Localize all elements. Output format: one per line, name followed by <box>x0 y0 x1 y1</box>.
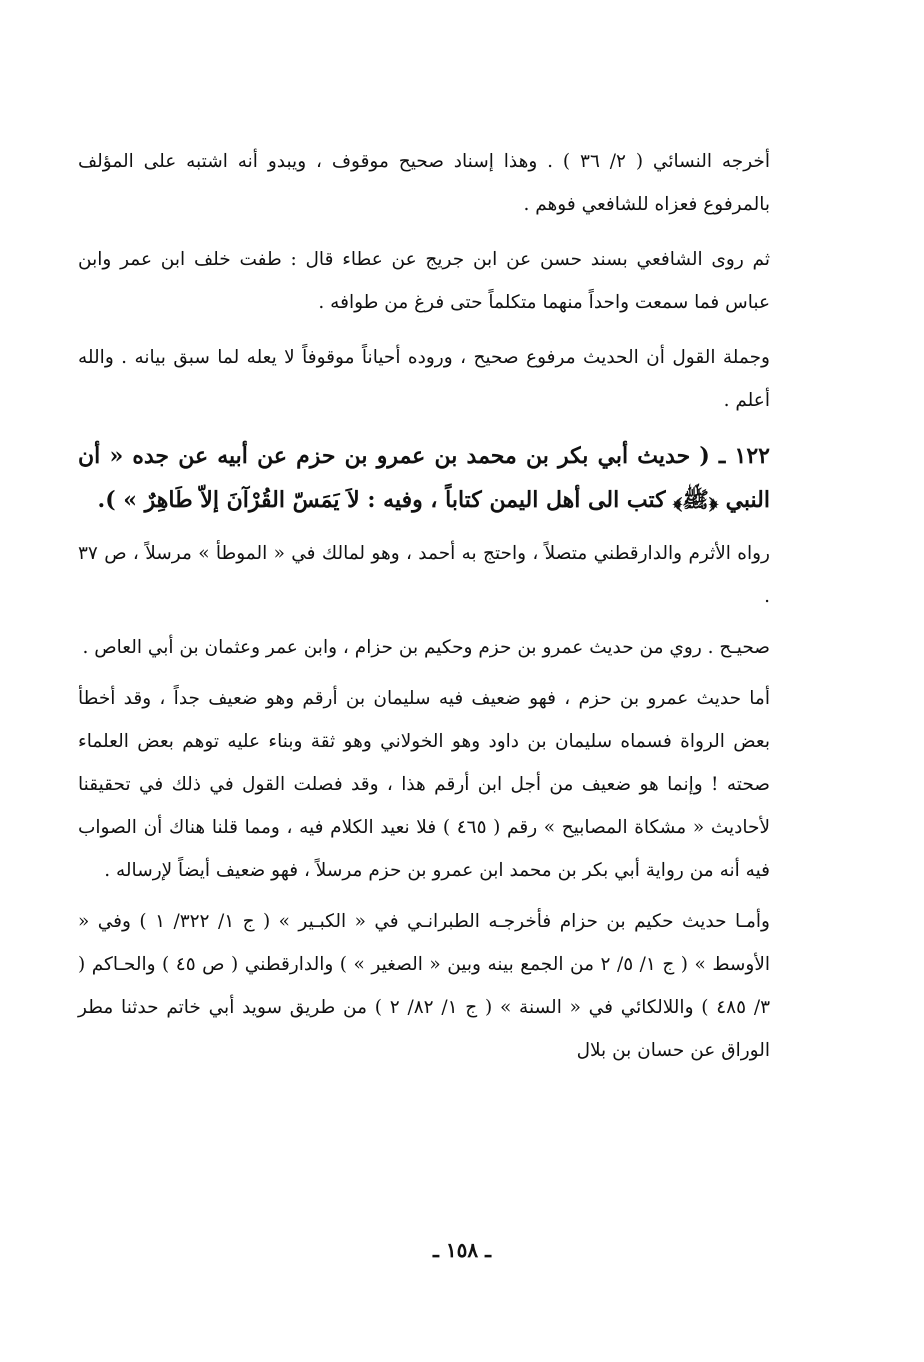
paragraph-authenticity: صحيـح . روي من حديث عمرو بن حزم وحكيم بن حزام ، وابن عمر وعثمان بن أبي العاص . <box>82 637 770 658</box>
page-number: ـ ١٥٨ ـ <box>433 1238 491 1262</box>
hadith-heading-122: ١٢٢ ـ ( حديث أبي بكر بن محمد بن عمرو بن حزم عن أبيه عن جده « أن النبي ﴿ﷺ﴾ كتب الى أهل اليمن كتاباً ، وفيه : لاَ يَمَسّ القُرْآنَ إلاّ طَاهِرٌ » ). <box>78 443 770 513</box>
page-body <box>78 140 770 1072</box>
paragraph-conclusion: وجملة القول أن الحديث مرفوع صحيح ، وروده أحياناً موقوفاً لا يعله لما سبق بيانه . والله أعلم . <box>78 347 770 411</box>
paragraph-shafii-narration: ثم روى الشافعي بسند حسن عن ابن جريج عن عطاء قال : طفت خلف ابن عمر وابن عباس فما سمعت واحداً منهما متكلماً حتى فرغ من طوافه . <box>78 249 770 313</box>
paragraph-nasai-reference: أخرجه النسائي ( ٢/ ٣٦ ) . وهذا إسناد صحيح موقوف ، ويبدو أنه اشتبه على المؤلف بالمرفوع فعزاه للشافعي فوهم . <box>78 151 770 215</box>
paragraph-narrators: رواه الأثرم والدارقطني متصلاً ، واحتج به أحمد ، وهو لمالك في « الموطأ » مرسلاً ، ص ٣٧ . <box>78 543 770 607</box>
paragraph-hakim-ibn-hizam: وأمـا حديث حكيم بن حزام فأخرجـه الطبرانـي في « الكبـير » ( ج ١/ ٣٢٢/ ١ ) وفي « الأوسط » ( ج ١/ ٥/ ٢ من الجمع بينه وبين « الصغير » ) والدارقطني ( ص ٤٥ ) والحـاكم ( ٣/ ٤٨٥ ) واللالكائي في « السنة » ( ج ١/ ٨٢/ ٢ ) من طريق سويد أبي خاتم حدثنا مطر الوراق عن حسان بن بلال <box>78 911 771 1061</box>
paragraph-amr-ibn-hazm: أما حديث عمرو بن حزم ، فهو ضعيف فيه سليمان بن أرقم وهو ضعيف جداً ، وقد أخطأ بعض الرواة فسماه سليمان بن داود وهو الخولاني وهو ثقة وبناء عليه توهم بعض العلماء صحته ! وإنما هو ضعيف من أجل ابن أرقم هذا ، وقد فصلت القول في ذلك في تحقيقنا لأحاديث « مشكاة المصابيح » رقم ( ٤٦٥ ) فلا نعيد الكلام فيه ، ومما قلنا هناك أن الصواب فيه أنه من رواية أبي بكر بن محمد ابن عمرو بن حزم مرسلاً ، فهو ضعيف أيضاً لإرساله . <box>78 688 770 881</box>
